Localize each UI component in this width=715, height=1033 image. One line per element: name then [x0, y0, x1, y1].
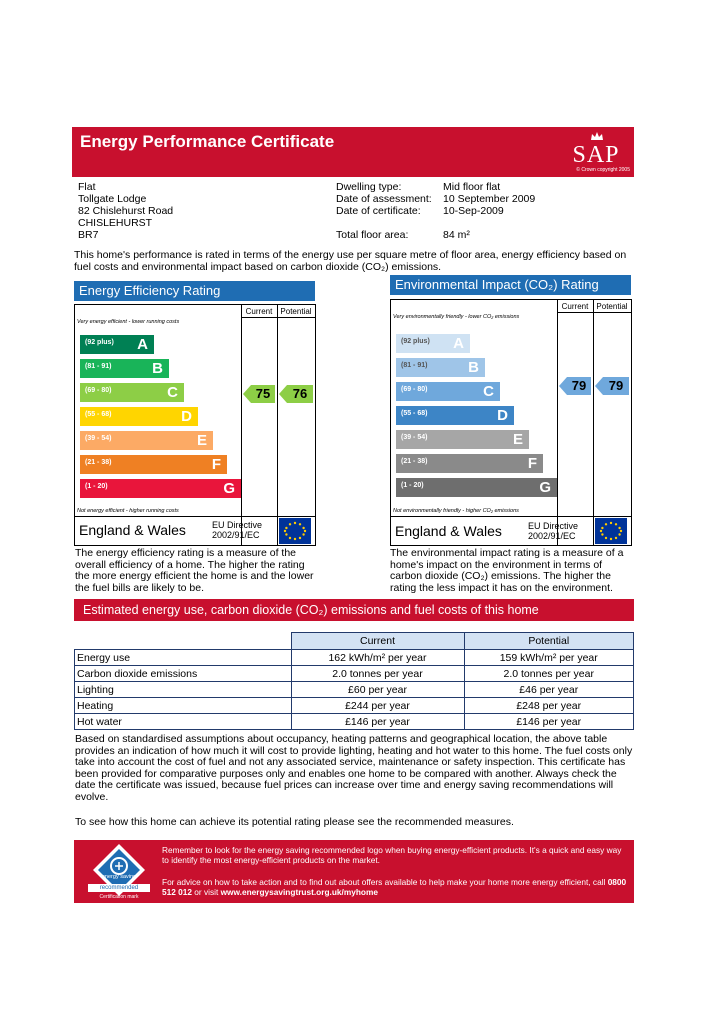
certificate-date-label: Date of certificate:: [336, 205, 421, 217]
ee-band-b: [80, 359, 169, 378]
band-range: (39 - 54): [401, 434, 428, 441]
ee-current-value: 75: [255, 386, 271, 401]
ee-directive: [212, 520, 262, 540]
costs-section-title: Estimated energy use, carbon dioxide (CO₂) emissions and fuel costs of this home: [74, 599, 634, 621]
row-potential: 159 kWh/m² per year: [464, 650, 634, 666]
certificate-date-value: 10-Sep-2009: [443, 205, 504, 217]
band-letter: A: [453, 335, 464, 352]
ee-rating-chart: [74, 304, 316, 546]
details-labels: [336, 181, 432, 217]
footer-url[interactable]: www.energysavingtrust.org.uk/myhome: [220, 887, 378, 897]
sap-logo: [562, 131, 630, 173]
ee-description: The energy efficiency rating is a measure of the overall efficiency of a home. The higher the rating the more energy efficient the home is and the lower the fuel bills are likely to be.: [75, 547, 314, 594]
row-current: £146 per year: [291, 714, 464, 730]
band-range: (81 - 91): [85, 363, 112, 370]
sap-logo-text: SAP: [572, 142, 620, 168]
ei-top-label: Very environmentally friendly - lower CO₂ emissions: [393, 314, 520, 320]
certificate-header: [72, 127, 634, 177]
property-address: [78, 181, 173, 241]
logo-line: Certification mark: [99, 894, 139, 900]
ee-band-c: [80, 383, 184, 402]
ee-bottom-label: Not energy efficient - higher running costs: [77, 508, 179, 514]
eu-flag-icon: [595, 518, 627, 544]
table-row: [75, 666, 634, 682]
band-range: (21 - 38): [401, 458, 428, 465]
band-letter: C: [483, 383, 494, 400]
row-label: Heating: [75, 698, 292, 714]
band-letter: G: [539, 479, 551, 496]
costs-table: [74, 632, 634, 730]
ei-band-c: [396, 382, 500, 401]
band-letter: G: [223, 480, 235, 497]
crown-icon: [590, 131, 604, 141]
band-letter: D: [497, 407, 508, 424]
assessment-date-label: Date of assessment:: [336, 193, 432, 205]
crown-copyright: © Crown copyright 2005: [576, 167, 630, 173]
band-range: (81 - 91): [401, 362, 428, 369]
row-label: Lighting: [75, 682, 292, 698]
row-label: Hot water: [75, 714, 292, 730]
ee-col-current: Current: [245, 307, 273, 316]
ei-band-g: [396, 478, 557, 497]
ee-band-e: [80, 431, 213, 450]
intro-text: This home's performance is rated in terms of the energy use per square metre of floor area, energy efficiency based on fuel costs and environmental impact based on carbon dioxide (CO₂) emissions.: [74, 249, 627, 273]
ei-band-d: [396, 406, 514, 425]
table-header-current: Current: [291, 633, 464, 650]
band-range: (1 - 20): [401, 482, 424, 489]
directive-line: 2002/91/EC: [212, 530, 260, 540]
logo-line: energy saving: [101, 874, 137, 880]
dwelling-type-value: Mid floor flat: [443, 181, 501, 193]
row-label: Carbon dioxide emissions: [75, 666, 292, 682]
band-range: (55 - 68): [85, 411, 112, 418]
row-potential: £46 per year: [464, 682, 634, 698]
band-letter: A: [137, 336, 148, 353]
band-range: (55 - 68): [401, 410, 428, 417]
ei-band-f: [396, 454, 543, 473]
ei-band-a: [396, 334, 470, 353]
ei-rating-chart: [390, 299, 632, 546]
band-letter: B: [152, 360, 163, 377]
band-letter: B: [468, 359, 479, 376]
table-row: [75, 682, 634, 698]
ee-top-label: Very energy efficient - lower running costs: [77, 319, 180, 325]
address-line: Flat: [78, 181, 96, 193]
address-line: BR7: [78, 229, 99, 241]
row-current: £60 per year: [291, 682, 464, 698]
band-letter: F: [527, 455, 537, 472]
band-letter: C: [167, 384, 178, 401]
footer-phone: 0800 512 012: [162, 877, 627, 897]
ei-rating-title: Environmental Impact (CO₂) Rating: [390, 275, 631, 295]
row-current: 2.0 tonnes per year: [291, 666, 464, 682]
row-potential: £248 per year: [464, 698, 634, 714]
band-range: (1 - 20): [85, 483, 108, 490]
see-measures-text: To see how this home can achieve its potential rating please see the recommended measures.: [75, 816, 514, 828]
assessment-date-value: 10 September 2009: [443, 193, 536, 205]
band-range: (39 - 54): [85, 435, 112, 442]
ei-current-value: 79: [571, 378, 587, 393]
table-row: [75, 650, 634, 666]
ei-potential-value: 79: [608, 378, 624, 393]
logo-caption: [85, 874, 153, 880]
footer-text-1: Remember to look for the energy saving recommended logo when buying energy-efficient products. It's a quick and easy way to identify the most energy-efficient products on the market.: [162, 845, 622, 865]
row-potential: 2.0 tonnes per year: [464, 666, 634, 682]
energy-saving-recommended-logo: [88, 843, 150, 901]
directive-line: 2002/91/EC: [528, 531, 576, 541]
ee-band-a: [80, 335, 154, 354]
row-label: Energy use: [75, 650, 292, 666]
ee-region: England & Wales: [79, 522, 186, 538]
band-letter: F: [211, 456, 221, 473]
address-line: CHISLEHURST: [78, 217, 153, 229]
address-line: 82 Chislehurst Road: [78, 205, 174, 217]
row-current: 162 kWh/m² per year: [291, 650, 464, 666]
ee-band-d: [80, 407, 198, 426]
table-header-blank: [75, 633, 292, 650]
dwelling-type-label: Dwelling type:: [336, 181, 402, 193]
footer-text-2-prefix: For advice on how to take action and to find out about offers available to help make your home more energy efficient, call: [162, 877, 608, 887]
ee-band-g: [80, 479, 241, 498]
band-letter: E: [512, 431, 523, 448]
band-range: (92 plus): [85, 339, 114, 346]
footer-text-2-mid: or visit: [192, 887, 221, 897]
ei-col-current: Current: [561, 302, 589, 311]
directive-line: EU Directive: [528, 521, 579, 531]
table-row: [75, 698, 634, 714]
eu-flag-icon: [279, 518, 311, 544]
directive-line: EU Directive: [212, 520, 263, 530]
ee-band-f: [80, 455, 227, 474]
band-range: (92 plus): [401, 338, 430, 345]
band-range: (69 - 80): [401, 386, 428, 393]
table-header-row: [75, 633, 634, 650]
ei-bottom-label: Not environmentally friendly - higher CO₂ emissions: [393, 508, 519, 514]
energy-saving-footer: [74, 840, 634, 903]
table-row: [75, 714, 634, 730]
footer-text-2: [162, 877, 627, 897]
floor-area-value: 84 m²: [443, 229, 470, 241]
ei-band-b: [396, 358, 485, 377]
ei-band-e: [396, 430, 529, 449]
logo-line: recommended: [99, 885, 139, 891]
ee-potential-value: 76: [292, 386, 308, 401]
table-header-potential: Potential: [464, 633, 634, 650]
band-range: (21 - 38): [85, 459, 112, 466]
address-line: Tollgate Lodge: [78, 193, 147, 205]
band-range: (69 - 80): [85, 387, 112, 394]
page-title: Energy Performance Certificate: [80, 132, 335, 151]
ei-description: The environmental impact rating is a measure of a home's impact on the environment in terms of carbon dioxide (CO₂) emissions. The higher the rating the less impact it has on the environment.: [390, 547, 624, 594]
ei-col-potential: Potential: [596, 302, 628, 311]
floor-area-label: Total floor area:: [336, 229, 409, 241]
row-current: £244 per year: [291, 698, 464, 714]
ee-rating-title: Energy Efficiency Rating: [74, 281, 315, 301]
ei-directive: [528, 521, 578, 541]
band-letter: D: [181, 408, 192, 425]
band-letter: E: [196, 432, 207, 449]
ei-region: England & Wales: [395, 523, 502, 539]
ee-col-potential: Potential: [280, 307, 312, 316]
details-values: [443, 181, 535, 217]
row-potential: £146 per year: [464, 714, 634, 730]
notes-text: Based on standardised assumptions about occupancy, heating patterns and geographical location, the above table provides an indication of how much it will cost to provide lighting, heating and hot water to this home. The fuel costs only take into account the cost of fuel and not any associated service, maintenance or safety inspection. This certificate has been provided for comparative purposes only and enables one home to be compared with another. Always check the date the certificate was issued, because fuel prices can increase over time and energy saving recommendations will evolve.: [75, 733, 633, 803]
